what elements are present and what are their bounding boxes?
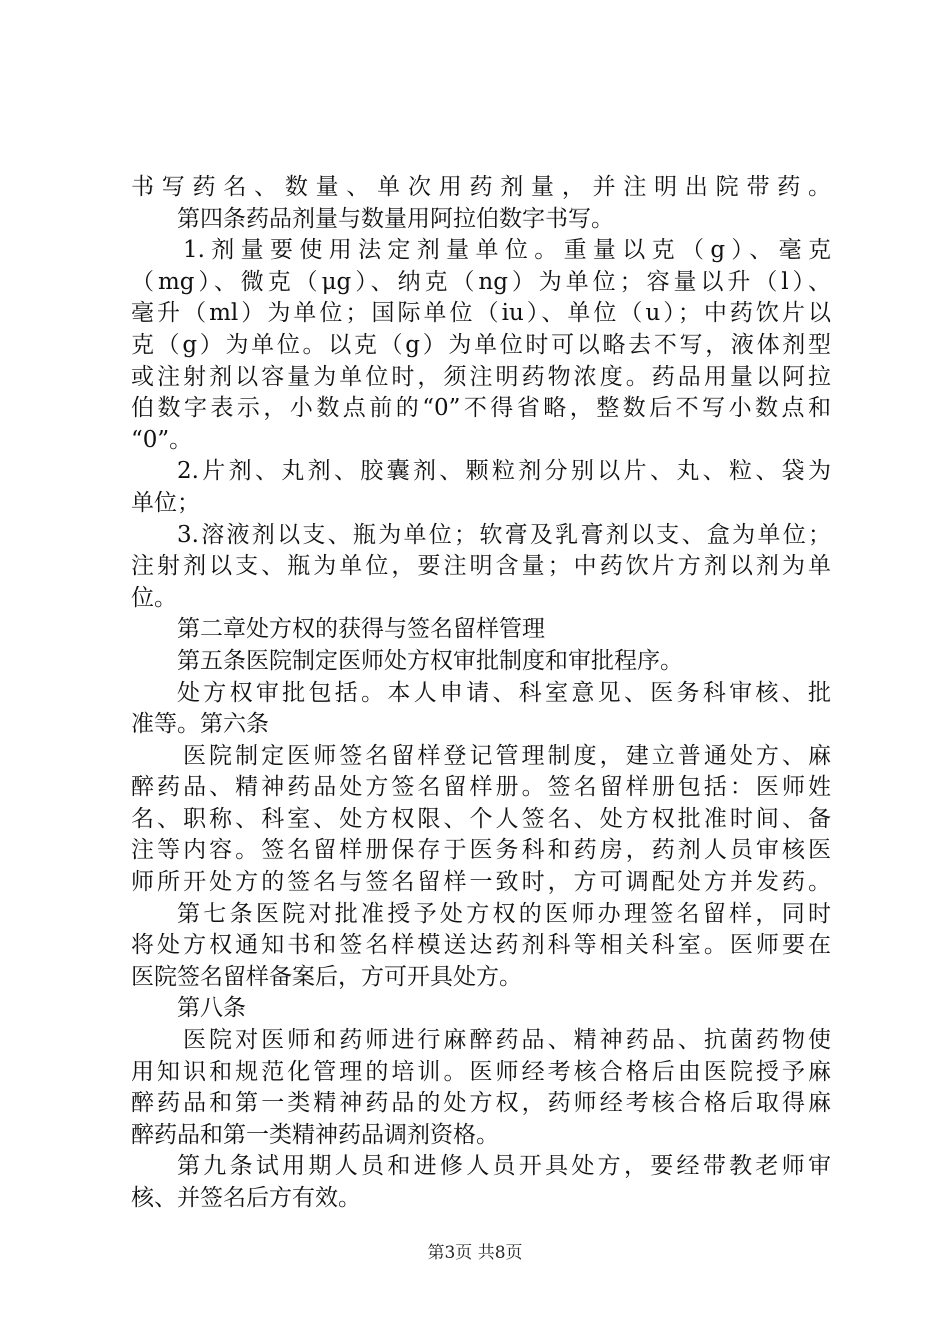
text-line: 3.溶液剂以支、瓶为单位；软膏及乳膏剂以支、盒为单位； [177, 521, 831, 548]
text-line: 医院签名留样备案后，方可开具处方。 [131, 963, 522, 990]
text-line: 用知识和规范化管理的培训。医师经考核合格后由医院授予麻 [131, 1058, 831, 1085]
text-line: 第七条医院对批准授予处方权的医师办理签名留样，同时 [177, 900, 831, 927]
page-number-footer: 第3页 共8页 [427, 1243, 523, 1263]
text-line: 注射剂以支、瓶为单位，要注明含量；中药饮片方剂以剂为单 [131, 553, 831, 580]
text-line: 处方权审批包括。本人申请、科室意见、医务科审核、批 [177, 679, 831, 706]
text-line: 医院对医师和药师进行麻醉药品、精神药品、抗菌药物使 [183, 1027, 831, 1054]
text-line: 将处方权通知书和签名样模送达药剂科等相关科室。医师要在 [131, 932, 831, 959]
text-line: （mg）、微克（μg）、纳克（ng）为单位；容量以升（l）、 [131, 268, 831, 295]
text-line: 醉药品和第一类精神药品调剂资格。 [131, 1121, 499, 1148]
text-line: 克（g）为单位。以克（g）为单位时可以略去不写，液体剂型 [131, 331, 831, 358]
document-body [131, 172, 831, 1215]
text-line: 或注射剂以容量为单位时，须注明药物浓度。药品用量以阿拉 [131, 363, 831, 390]
text-line: 第四条药品剂量与数量用阿拉伯数字书写。 [177, 205, 614, 232]
text-line: 位。 [131, 584, 177, 611]
text-line: 2.片剂、丸剂、胶囊剂、颗粒剂分别以片、丸、粒、袋为 [177, 458, 831, 485]
text-line: 1.剂量要使用法定剂量单位。重量以克（g）、毫克 [183, 237, 831, 264]
text-line: 第八条 [177, 995, 246, 1022]
text-line: 核、并签名后方有效。 [131, 1185, 361, 1211]
text-line: 注等内容。签名留样册保存于医务科和药房，药剂人员审核医 [131, 837, 831, 864]
text-line: 名、职称、科室、处方权限、个人签名、处方权批准时间、备 [131, 805, 831, 832]
text-line: 醉药品和第一类精神药品的处方权，药师经考核合格后取得麻 [131, 1090, 831, 1117]
text-line: “0”。 [131, 426, 193, 453]
text-line: 第九条试用期人员和进修人员开具处方，要经带教老师审 [177, 1153, 831, 1180]
text-line: 单位； [131, 489, 200, 516]
text-line: 醉药品、精神药品处方签名留样册。签名留样册包括：医师姓 [131, 774, 831, 801]
text-line: 伯数字表示，小数点前的“0”不得省略，整数后不写小数点和 [131, 395, 831, 422]
chapter-heading: 第二章处方权的获得与签名留样管理 [177, 616, 545, 643]
text-line: 师所开处方的签名与签名留样一致时，方可调配处方并发药。 [131, 869, 831, 896]
text-line: 准等。第六条 [131, 711, 269, 738]
text-line: 书写药名、数量、单次用药剂量，并注明出院带药。 [131, 174, 831, 200]
text-line: 毫升（ml）为单位；国际单位（iu）、单位（u）；中药饮片以 [131, 300, 831, 327]
text-line: 医院制定医师签名留样登记管理制度，建立普通处方、麻 [183, 742, 831, 769]
text-line: 第五条医院制定医师处方权审批制度和审批程序。 [177, 647, 683, 674]
